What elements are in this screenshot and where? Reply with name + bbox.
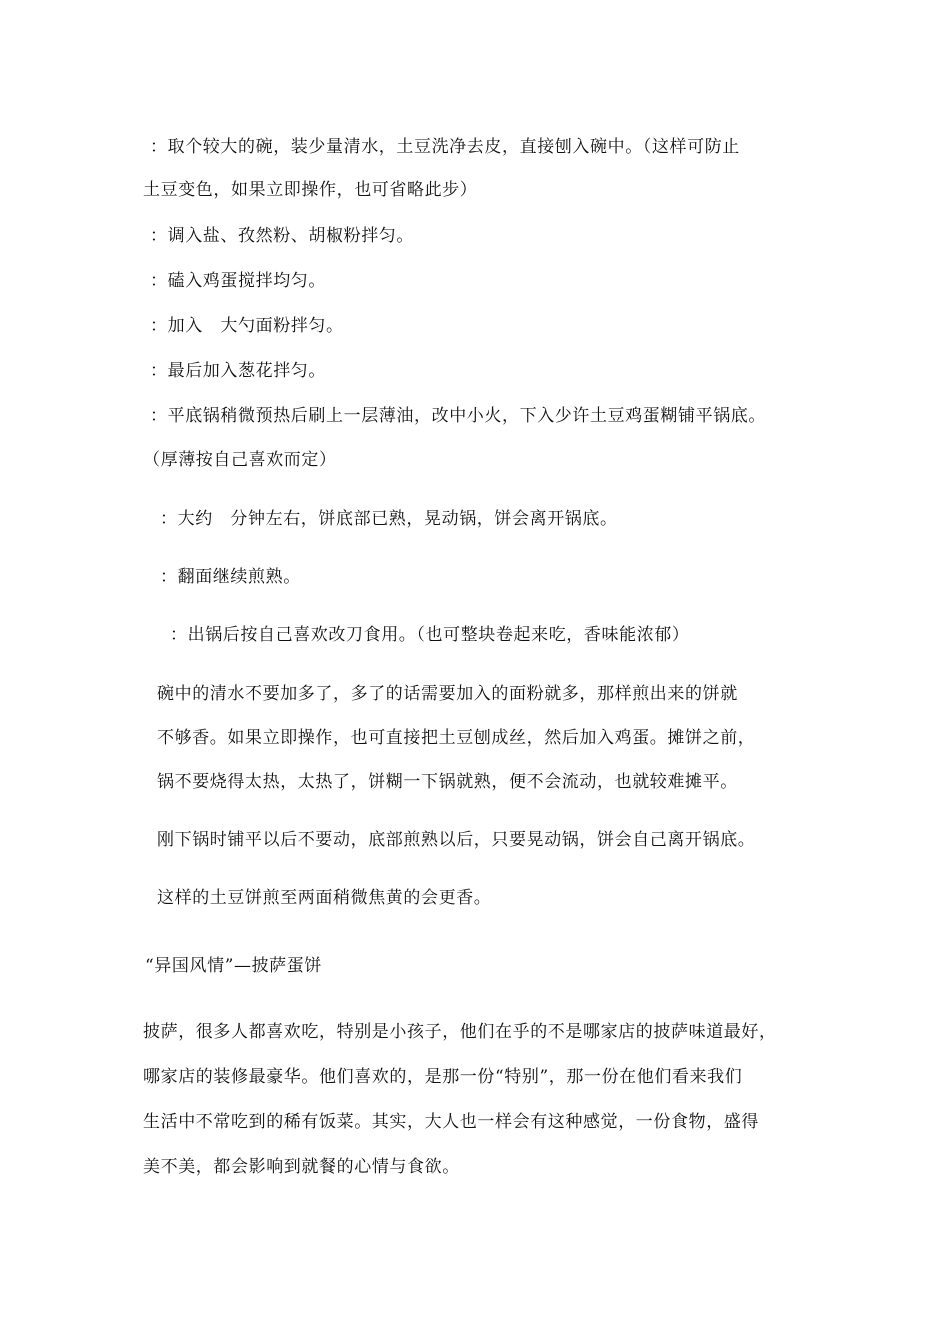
tip-line-4: 刚下锅时铺平以后不要动，底部煎熟以后，只要晃动锅，饼会自己离开锅底。 xyxy=(157,830,756,850)
step-5: ：最后加入葱花拌匀。 xyxy=(150,361,326,381)
tip-line-3: 锅不要烧得太热，太热了，饼糊一下锅就熟，便不会流动，也就较难摊平。 xyxy=(157,772,738,792)
step-8: ：翻面继续煎熟。 xyxy=(160,567,301,587)
intro-line-4: 美不美，都会影响到就餐的心情与食欲。 xyxy=(143,1157,460,1177)
step-9: ：出锅后按自己喜欢改刀食用。（也可整块卷起来吃，香味能浓郁） xyxy=(170,625,690,645)
tip-line-5: 这样的土豆饼煎至两面稍微焦黄的会更香。 xyxy=(157,888,492,908)
step-4: ：加入 大勺面粉拌匀。 xyxy=(150,316,344,336)
intro-line-2: 哪家店的装修最豪华。他们喜欢的，是那一份“特别”，那一份在他们看来我们 xyxy=(143,1067,743,1087)
step-2: ：调入盐、孜然粉、胡椒粉拌匀。 xyxy=(150,226,414,246)
step-7: ：大约 分钟左右，饼底部已熟，晃动锅，饼会离开锅底。 xyxy=(160,509,618,529)
step-1-line-2: 土豆变色，如果立即操作，也可省略此步） xyxy=(143,180,478,200)
step-1-line-1: ：取个较大的碗，装少量清水，土豆洗净去皮，直接刨入碗中。（这样可防止 xyxy=(150,137,740,157)
intro-line-1: 披萨，很多人都喜欢吃，特别是小孩子，他们在乎的不是哪家店的披萨味道最好， xyxy=(143,1022,777,1042)
step-6-line-2: （厚薄按自己喜欢而定） xyxy=(143,450,337,470)
tip-line-1: 碗中的清水不要加多了，多了的话需要加入的面粉就多，那样煎出来的饼就 xyxy=(157,684,738,704)
step-6-line-1: ：平底锅稍微预热后刷上一层薄油，改中小火，下入少许土豆鸡蛋糊铺平锅底。 xyxy=(150,406,766,426)
section-title: “异国风情”—披萨蛋饼 xyxy=(145,956,322,976)
intro-line-3: 生活中不常吃到的稀有饭菜。其实，大人也一样会有这种感觉，一份食物，盛得 xyxy=(143,1112,759,1132)
tip-line-2: 不够香。如果立即操作，也可直接把土豆刨成丝，然后加入鸡蛋。摊饼之前， xyxy=(157,728,756,748)
step-3: ：磕入鸡蛋搅拌均匀。 xyxy=(150,271,326,291)
